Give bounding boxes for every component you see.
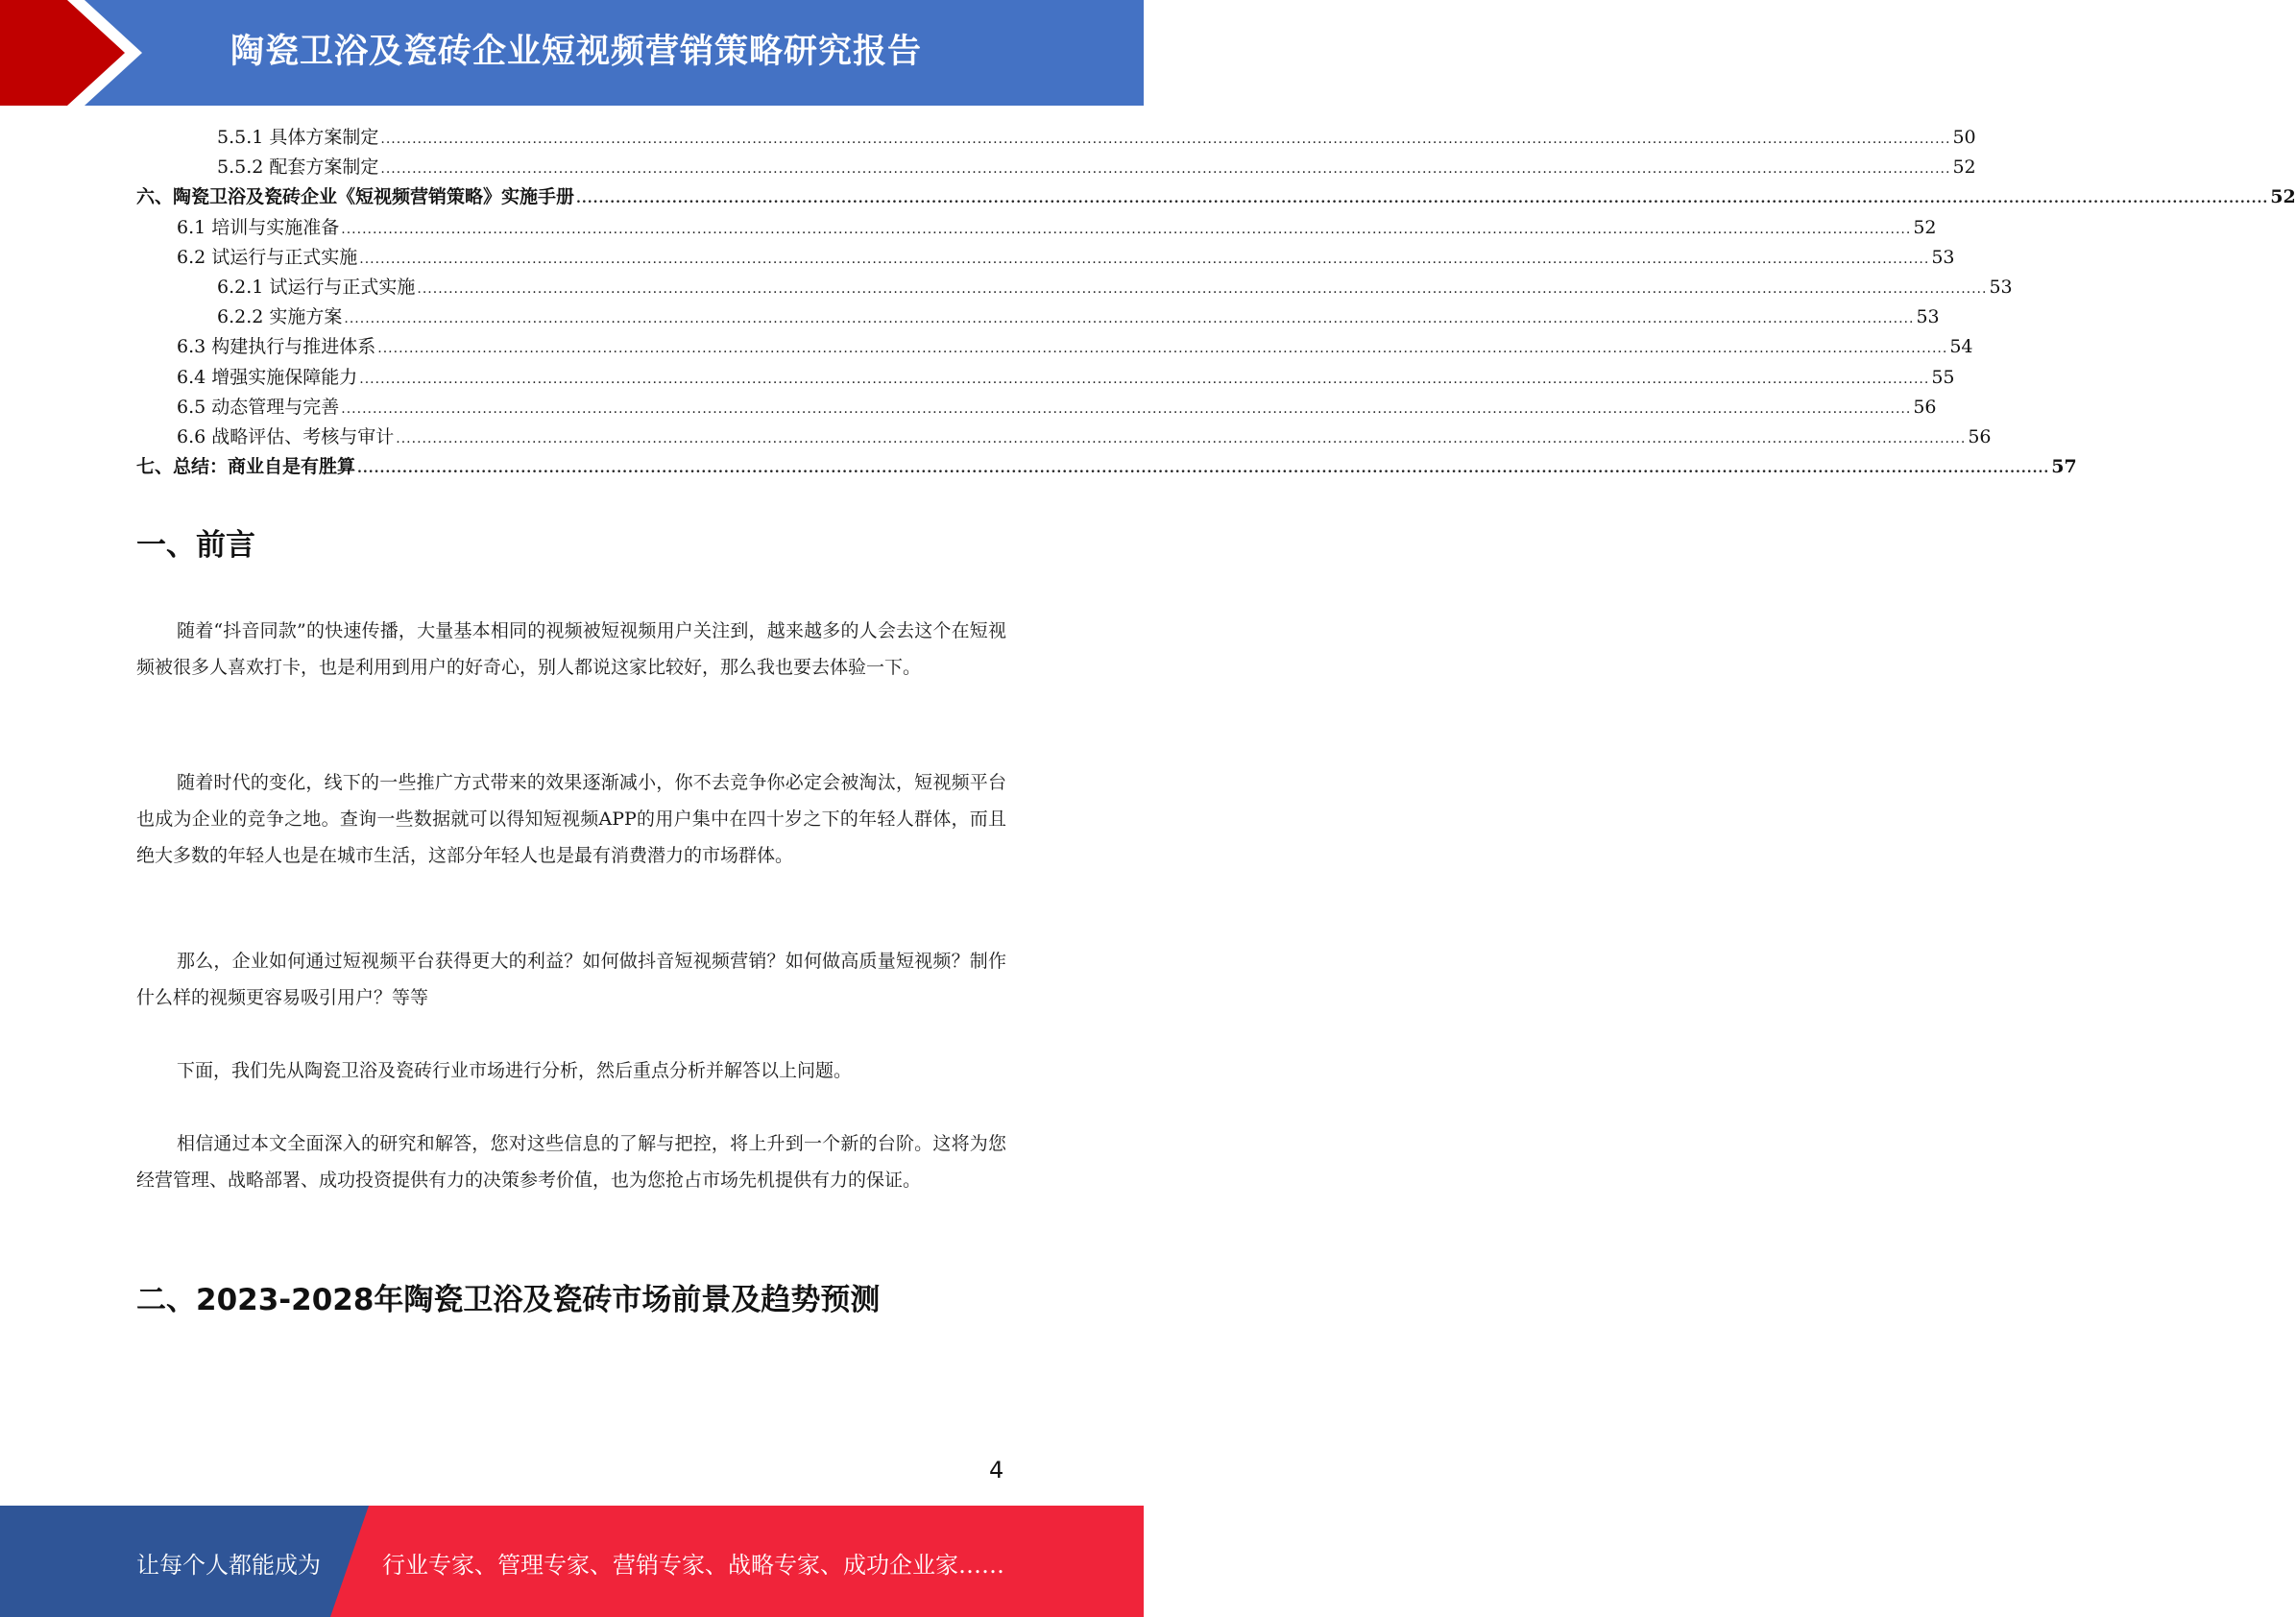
toc-entry-label: 6.1 培训与实施准备 [177,216,340,238]
toc-leader-dots: ............................................................................................................................................................................................................................................................................................................ [380,132,1951,147]
toc-entry[interactable] [136,213,1937,243]
toc-entry[interactable] [136,273,2013,302]
toc-leader-dots: ............................................................................................................................................................................................................................................................................................................ [359,371,1930,387]
toc-entry-page: 54 [1949,336,1973,358]
toc-entry[interactable] [136,332,1973,362]
toc-entry-label: 6.2 试运行与正式实施 [177,246,358,268]
toc-entry-page: 55 [1931,366,1955,388]
toc-entry[interactable] [136,452,2077,482]
toc-leader-dots: ............................................................................................................................................................................................................................................................................................................ [344,311,1915,327]
toc-entry-label: 6.2.1 试运行与正式实施 [217,276,416,298]
preface-heading: 一、前言 [136,528,255,563]
toc-entry-page: 52 [1952,157,1976,179]
footer-slogan-right: 行业专家、管理专家、营销专家、战略专家、成功企业家…… [382,1552,1004,1579]
page-number: 4 [989,1457,1004,1484]
toc-entry-page: 52 [1913,216,1937,238]
toc-leader-dots: ............................................................................................................................................................................................................................................................................................................ [377,341,1948,357]
toc-entry[interactable] [136,302,1940,332]
toc-entry-label: 5.5.1 具体方案制定 [217,127,379,148]
toc-entry-label: 6.5 动态管理与完善 [177,396,340,418]
toc-entry-label: 6.6 战略评估、考核与审计 [177,425,395,447]
toc-entry-label: 七、总结：商业自是有胜算 [136,456,356,478]
toc-entry-label: 六、陶瓷卫浴及瓷砖企业《短视频营销策略》实施手册 [136,186,575,208]
market-heading: 二、2023-2028年陶瓷卫浴及瓷砖市场前景及趋势预测 [136,1283,881,1317]
toc-entry-label: 6.3 构建执行与推进体系 [177,336,376,358]
toc-leader-dots: ............................................................................................................................................................................................................................................................................................................ [576,191,2269,207]
toc-entry[interactable] [136,243,1955,273]
paragraph-1: 随着“抖音同款”的快速传播，大量基本相同的视频被短视频用户关注到，越来越多的人会去这个在短视频被很多人喜欢打卡，也是利用到用户的好奇心，别人都说这家比较好，那么我也要去体验一下。 [136,620,1006,678]
toc-entry-label: 5.5.2 配套方案制定 [217,157,379,179]
toc-leader-dots: ............................................................................................................................................................................................................................................................................................................ [396,430,1967,446]
toc-entry[interactable] [136,153,1976,182]
toc-entry-page: 56 [1913,396,1937,418]
toc-entry-page: 53 [1916,306,1940,328]
toc-entry-page: 53 [1931,246,1955,268]
toc-entry[interactable] [136,182,2296,212]
report-title: 陶瓷卫浴及瓷砖企业短视频营销策略研究报告 [230,33,923,71]
toc-leader-dots: ............................................................................................................................................................................................................................................................................................................ [341,221,1912,237]
toc-entry[interactable] [136,123,1976,153]
paragraph-5: 相信通过本文全面深入的研究和解答，您对这些信息的了解与把控，将上升到一个新的台阶。这将为您经营管理、战略部署、成功投资提供有力的决策参考价值，也为您抢占市场先机提供有力的保证。 [136,1133,1006,1191]
toc-entry-page: 53 [1989,276,2013,298]
toc-leader-dots: ............................................................................................................................................................................................................................................................................................................ [359,251,1930,267]
table-of-contents [136,123,2296,482]
paragraph-2: 随着时代的变化，线下的一些推广方式带来的效果逐渐减小，你不去竞争你必定会被淘汰，短视频平台也成为企业的竞争之地。查询一些数据就可以得知短视频APP的用户集中在四十岁之下的年轻人群体，而且绝大多数的年轻人也是在城市生活，这部分年轻人也是最有消费潜力的市场群体。 [136,772,1006,866]
toc-leader-dots: ............................................................................................................................................................................................................................................................................................................ [357,461,2050,477]
toc-entry-page: 57 [2051,456,2077,478]
header-banner [0,0,1144,106]
toc-entry-label: 6.4 增强实施保障能力 [177,366,358,388]
toc-leader-dots: ............................................................................................................................................................................................................................................................................................................ [380,161,1951,178]
toc-entry[interactable] [136,393,1937,422]
toc-entry-page: 52 [2270,186,2296,208]
paragraph-3: 那么，企业如何通过短视频平台获得更大的利益？如何做抖音短视频营销？如何做高质量短视频？制作什么样的视频更容易吸引用户？等等 [136,951,1006,1008]
toc-entry-page: 50 [1952,127,1976,148]
footer-slogan-left: 让每个人都能成为 [136,1552,321,1579]
footer-banner [0,1506,1144,1617]
toc-entry[interactable] [136,422,1992,452]
toc-entry[interactable] [136,363,1955,393]
toc-entry-page: 56 [1968,425,1992,447]
toc-entry-label: 6.2.2 实施方案 [217,306,343,328]
toc-leader-dots: ............................................................................................................................................................................................................................................................................................................ [417,280,1988,297]
paragraph-4: 下面，我们先从陶瓷卫浴及瓷砖行业市场进行分析，然后重点分析并解答以上问题。 [177,1060,853,1081]
toc-leader-dots: ............................................................................................................................................................................................................................................................................................................ [341,400,1912,417]
